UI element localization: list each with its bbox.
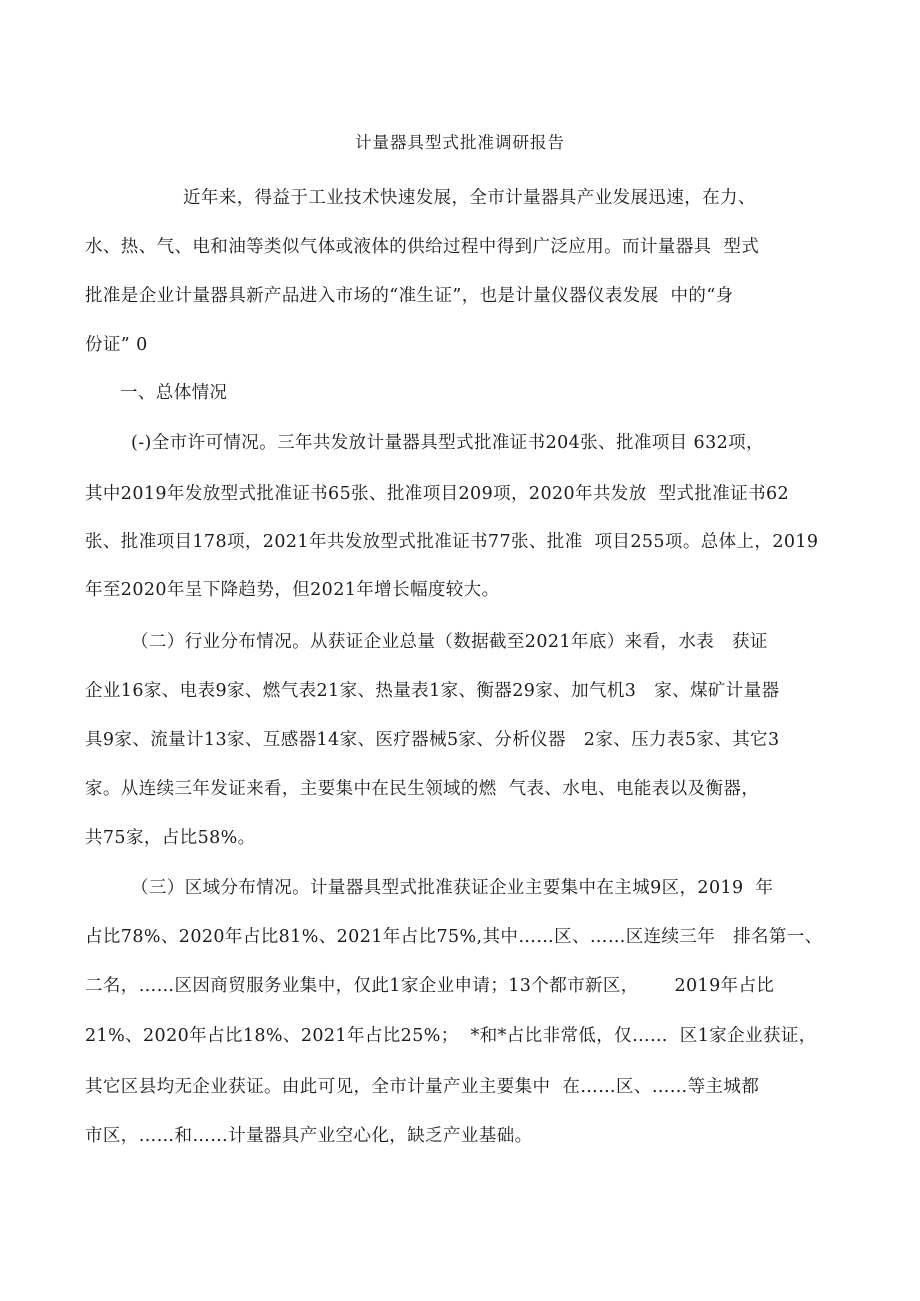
section-heading: 一、总体情况 (120, 383, 228, 403)
section-3-line-6: 市区，……和……计量器具产业空心化，缺乏产业基础。 (85, 1126, 533, 1146)
section-1-line-3: 张、批准项目178项，2021年共发放型式批准证书77张、批准 项目255项。总体上，2019 (85, 532, 819, 552)
intro-line-2: 水、热、气、电和油等类似气体或液体的供给过程中得到广泛应用。而计量器具 型式 (85, 237, 760, 257)
section-3-line-4: 21%、2020年占比18%、2021年占比25%； *和*占比非常低，仅…… 区1家企业获证， (85, 1026, 817, 1046)
section-2-line-1: （二）行业分布情况。从获证企业总量（数据截至2021年底）来看，水表 获证 (131, 632, 768, 652)
section-3-line-1: （三）区域分布情况。计量器具型式批准获证企业主要集中在主城9区，2019 年 (131, 878, 774, 898)
section-2-line-4: 家。从连续三年发证来看，主要集中在民生领域的燃 气表、水电、电能表以及衡器， (85, 779, 760, 799)
section-1-line-4: 年至2020年呈下降趋势，但2021年增长幅度较大。 (85, 580, 500, 600)
intro-line-3: 批准是企业计量器具新产品进入市场的“准生证”，也是计量仪器仪表发展 中的“身 (85, 286, 734, 306)
section-2-line-5: 共75家，占比58%。 (85, 828, 256, 848)
intro-line-1: 近年来，得益于工业技术快速发展，全市计量器具产业发展迅速，在力、 (183, 188, 756, 208)
section-2-line-3: 具9家、流量计13家、互感器14家、医疗器械5家、分析仪器 2家、压力表5家、其它3 (85, 730, 780, 750)
section-3-line-5: 其它区县均无企业获证。由此可见，全市计量产业主要集中 在……区、……等主城都 (85, 1077, 760, 1097)
section-1-line-1: (-)全市许可情况。三年共发放计量器具型式批准证书204张、批准项目 632项， (131, 433, 764, 453)
document-title: 计量器具型式批准调研报告 (355, 133, 565, 152)
section-2-line-2: 企业16家、电表9家、燃气表21家、热量表1家、衡器29家、加气机3 家、煤矿计量器 (85, 681, 780, 701)
section-3-line-3: 二名，……区因商贸服务业集中，仅此1家企业申请；13个都市新区， 2019年占比 (85, 976, 775, 996)
section-1-line-2: 其中2019年发放型式批准证书65张、批准项目209项，2020年共发放 型式批准证书62 (85, 484, 790, 504)
section-3-line-2: 占比78%、2020年占比81%、2021年占比75%,其中……区、……区连续三年 排名第一、 (85, 927, 823, 947)
intro-line-4: 份证” 0 (85, 335, 148, 355)
